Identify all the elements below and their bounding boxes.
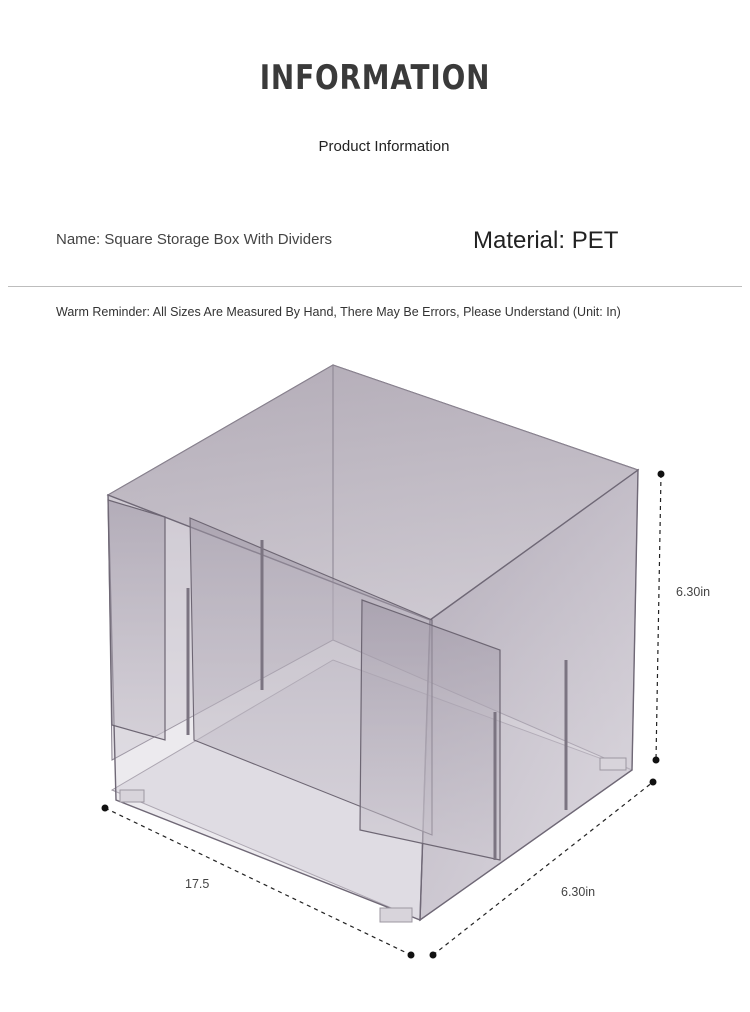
dimension-depth-label: 6.30in — [561, 885, 596, 899]
storage-box-illustration — [0, 340, 750, 980]
dimension-width-label: 17.5 — [185, 877, 210, 891]
measurement-reminder: Warm Reminder: All Sizes Are Measured By Hand, There May Be Errors, Please Understand (Unit: In) — [56, 305, 621, 319]
dimension-height-label: 6.30in — [676, 585, 711, 599]
section-subtitle: Product Information — [318, 138, 450, 155]
page-title: INFORMATION — [259, 58, 491, 98]
product-material: Material: PET — [473, 227, 619, 254]
section-divider — [8, 286, 742, 287]
product-name: Name: Square Storage Box With Dividers — [56, 231, 332, 248]
